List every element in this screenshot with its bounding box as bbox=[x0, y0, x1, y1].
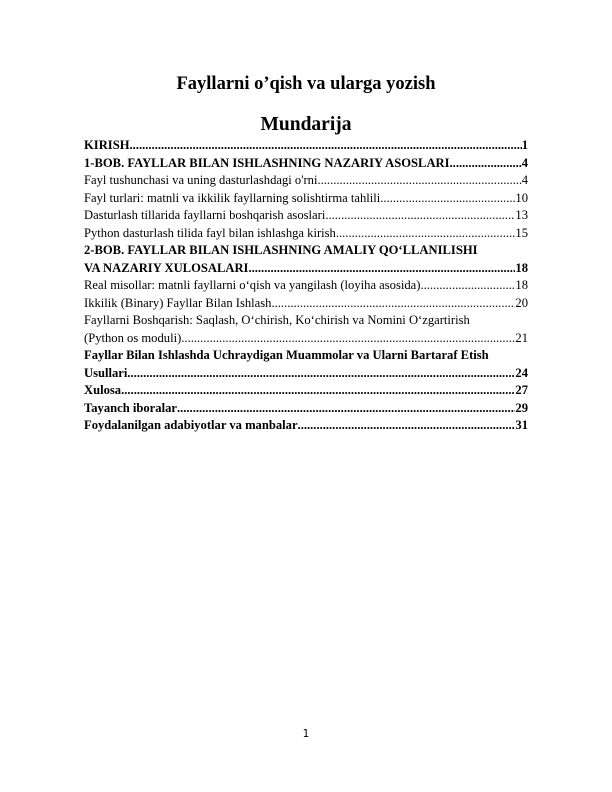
dot-leader bbox=[420, 277, 515, 295]
dot-leader bbox=[317, 172, 521, 190]
toc-entry-title: KIRISH bbox=[84, 138, 130, 152]
toc-entry-title: Tayanch iboralar bbox=[84, 400, 177, 415]
toc-entry-page: 29 bbox=[515, 400, 528, 415]
toc-entry[interactable] bbox=[84, 225, 528, 243]
toc-entry[interactable] bbox=[84, 347, 528, 382]
toc-entry-page: 13 bbox=[515, 208, 528, 222]
dot-leader bbox=[271, 295, 515, 313]
document-title: Fayllarni o’qish va ularga yozish bbox=[176, 74, 436, 94]
toc-entry-page: 15 bbox=[515, 225, 528, 240]
toc-entry-page: 27 bbox=[515, 383, 528, 397]
toc-entry[interactable] bbox=[84, 207, 528, 225]
toc-entry-page: 21 bbox=[515, 330, 528, 345]
toc-entry[interactable] bbox=[84, 190, 528, 208]
toc-entry-page: 10 bbox=[515, 190, 528, 205]
toc-entry[interactable] bbox=[84, 242, 528, 277]
toc-entry-title: Python dasturlash tilida fayl bilan ishlashga kirish bbox=[84, 225, 336, 240]
toc-entry[interactable] bbox=[84, 382, 528, 400]
toc-heading: Mundarija bbox=[260, 114, 352, 135]
toc-entry-title: Real misollar: matnli fayllarni o‘qish va yangilash (loyiha asosida) bbox=[84, 278, 421, 292]
toc-entry-line bbox=[84, 400, 528, 418]
toc-entry-title-line: Fayllarni Boshqarish: Saqlash, O‘chirish, Ko‘chirish va Nomini O‘zgartirish bbox=[84, 313, 470, 327]
dot-leader bbox=[325, 207, 515, 225]
table-of-contents bbox=[84, 137, 528, 435]
toc-entry-title: (Python os moduli) bbox=[84, 330, 182, 345]
toc-entry-title-line: Fayllar Bilan Ishlashda Uchraydigan Muammolar va Ularni Bartaraf Etish bbox=[84, 348, 489, 362]
toc-entry-title: Xulosa bbox=[84, 383, 122, 397]
toc-entry-page: 4 bbox=[521, 173, 528, 187]
toc-entry-title-line: 2-BOB. FAYLLAR BILAN ISHLASHNING AMALIY QO‘LLANILISHI bbox=[84, 243, 478, 257]
toc-entry-title: VA NAZARIY XULOSALARI bbox=[84, 260, 249, 275]
page-number: 1 bbox=[302, 728, 310, 740]
toc-entry-page: 4 bbox=[521, 155, 528, 170]
dot-leader bbox=[177, 400, 515, 418]
dot-leader bbox=[181, 330, 515, 348]
dot-leader bbox=[121, 382, 515, 400]
toc-entry-line bbox=[84, 330, 528, 348]
toc-entry-line bbox=[84, 225, 528, 243]
dot-leader bbox=[450, 155, 522, 173]
toc-entry-page: 24 bbox=[515, 365, 528, 380]
toc-entry-page: 18 bbox=[515, 260, 528, 275]
dot-leader bbox=[127, 365, 515, 383]
toc-entry-title: Dasturlash tillarida fayllarni boshqarish asoslari bbox=[84, 208, 326, 222]
toc-entry-line bbox=[84, 260, 528, 278]
toc-entry-line bbox=[84, 295, 528, 313]
toc-entry-line bbox=[84, 417, 528, 435]
toc-entry-page: 1 bbox=[521, 138, 528, 152]
toc-entry-line bbox=[84, 190, 528, 208]
dot-leader bbox=[380, 190, 515, 208]
toc-entry-title: Usullari bbox=[84, 365, 128, 380]
dot-leader bbox=[248, 260, 515, 278]
toc-entry[interactable] bbox=[84, 277, 528, 295]
toc-entry-title: Fayl turlari: matnli va ikkilik fayllarning solishtirma tahlili bbox=[84, 190, 381, 205]
toc-entry-title: Foydalanilgan adabiyotlar va manbalar bbox=[84, 418, 298, 432]
dot-leader bbox=[298, 417, 516, 435]
toc-entry[interactable] bbox=[84, 155, 528, 173]
dot-leader bbox=[130, 137, 522, 155]
toc-entry-page: 31 bbox=[515, 418, 528, 432]
toc-entry-line bbox=[84, 382, 528, 400]
toc-entry-page: 18 bbox=[515, 278, 528, 292]
toc-entry-line bbox=[84, 137, 528, 155]
toc-entry-line bbox=[84, 207, 528, 225]
toc-entry-title: 1-BOB. FAYLLAR BILAN ISHLASHNING NAZARIY ASOSLARI bbox=[84, 155, 450, 170]
toc-entry-line bbox=[84, 155, 528, 173]
toc-entry-title: Ikkilik (Binary) Fayllar Bilan Ishlash bbox=[84, 295, 272, 310]
toc-entry[interactable] bbox=[84, 295, 528, 313]
toc-entry[interactable] bbox=[84, 417, 528, 435]
toc-entry[interactable] bbox=[84, 400, 528, 418]
toc-entry-line bbox=[84, 172, 528, 190]
dot-leader bbox=[336, 225, 516, 243]
toc-entry-title: Fayl tushunchasi va uning dasturlashdagi o'rni bbox=[84, 173, 318, 187]
toc-entry[interactable] bbox=[84, 137, 528, 155]
toc-entry-line bbox=[84, 365, 528, 383]
toc-entry[interactable] bbox=[84, 312, 528, 347]
toc-entry[interactable] bbox=[84, 172, 528, 190]
toc-entry-line bbox=[84, 277, 528, 295]
toc-entry-page: 20 bbox=[515, 295, 528, 310]
